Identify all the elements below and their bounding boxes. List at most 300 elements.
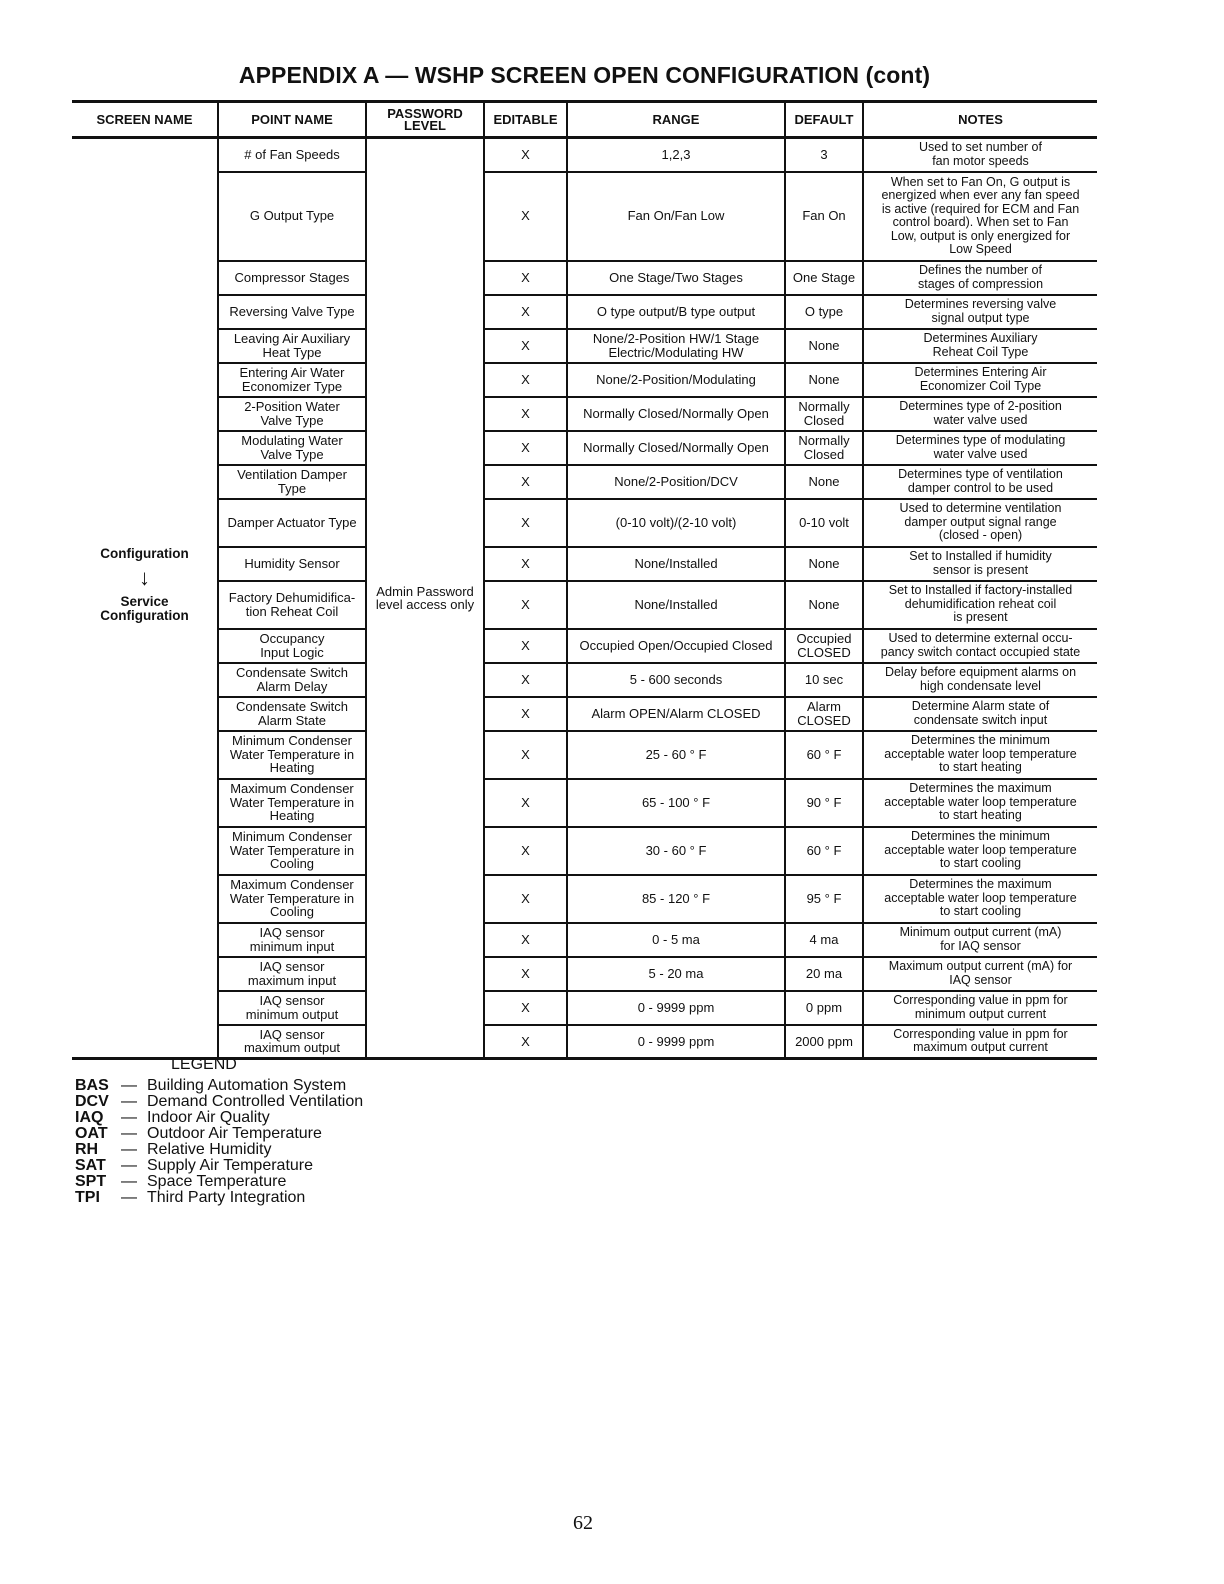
point-name-cell (218, 329, 366, 363)
legend-item (75, 1078, 363, 1094)
notes-cell (863, 957, 1097, 991)
default-cell-line: 0 ppm (805, 999, 843, 1015)
notes-cell (863, 431, 1097, 465)
default-cell (785, 697, 863, 731)
range-cell-line: 5 - 600 seconds (629, 671, 723, 687)
default-cell-line: CLOSED (797, 644, 851, 660)
point-name-cell-line: Reversing Valve Type (229, 303, 355, 319)
default-cell-line: 10 sec (804, 671, 844, 687)
notes-cell-line: Defines the number of (919, 263, 1042, 277)
notes-cell-line: for IAQ sensor (940, 938, 1021, 953)
screen-name-service: Service (120, 594, 169, 609)
table-row (72, 295, 1097, 329)
notes-cell-line: to start heating (939, 760, 1022, 775)
range-cell-line: None/2-Position/Modulating (596, 371, 756, 387)
table-row (72, 363, 1097, 397)
notes-cell-line: damper control to be used (907, 480, 1054, 495)
point-name-cell-line: Alarm Delay (256, 678, 328, 694)
notes-cell-line: Determines type of ventilation (898, 467, 1063, 481)
notes-cell-line: Set to Installed if factory-installed (888, 583, 1073, 598)
default-cell-line: Occupied (796, 631, 852, 646)
table-row (72, 923, 1097, 957)
default-cell-line: None (808, 473, 840, 489)
range-cell (567, 295, 785, 329)
point-name-cell-line: Compressor Stages (234, 269, 350, 285)
editable-cell: X (484, 261, 567, 295)
range-cell (567, 363, 785, 397)
table-row (72, 779, 1097, 827)
point-name-cell (218, 827, 366, 875)
table-row (72, 991, 1097, 1025)
legend-item (75, 1110, 363, 1126)
point-name-cell (218, 581, 366, 629)
range-cell (567, 991, 785, 1025)
header-range: RANGE (567, 102, 785, 138)
range-cell-line: 25 - 60 ° F (645, 746, 707, 762)
legend-meaning: Supply Air Temperature (147, 1157, 314, 1174)
notes-cell-line: Reheat Coil Type (932, 344, 1029, 359)
table-row (72, 431, 1097, 465)
notes-cell-line: maximum output current (913, 1040, 1048, 1055)
notes-cell (863, 697, 1097, 731)
default-cell-line: 2000 ppm (795, 1033, 853, 1049)
notes-cell-line: Determines type of modulating (895, 433, 1066, 447)
notes-cell (863, 1025, 1097, 1059)
notes-cell-line: Low Speed (949, 242, 1012, 256)
range-cell (567, 172, 785, 261)
range-cell (567, 957, 785, 991)
point-name-cell-line: IAQ sensor (259, 993, 325, 1008)
notes-cell (863, 827, 1097, 875)
notes-cell-line: Delay before equipment alarms on (884, 665, 1077, 679)
point-name-cell-line: 2-Position Water (244, 399, 340, 414)
range-cell-line: 0 - 9999 ppm (637, 999, 715, 1015)
notes-cell-line: Used to set number of (919, 140, 1042, 155)
point-name-cell-line: Entering Air Water (239, 365, 345, 380)
point-name-cell (218, 261, 366, 295)
header-level-line: LEVEL (404, 117, 446, 133)
point-name-cell-line: Occupancy (259, 631, 325, 646)
editable-cell: X (484, 991, 567, 1025)
point-name-cell (218, 499, 366, 547)
range-cell-line: Electric/Modulating HW (608, 344, 744, 360)
point-name-cell-line: Humidity Sensor (244, 555, 340, 571)
default-cell (785, 295, 863, 329)
notes-cell (863, 581, 1097, 629)
table-row (72, 957, 1097, 991)
point-name-cell-line: Condensate Switch (235, 699, 348, 714)
point-name-cell-line: tion Reheat Coil (245, 603, 339, 619)
notes-cell-line: Set to Installed if humidity (909, 549, 1052, 563)
range-cell-line: None/Installed (634, 555, 718, 571)
range-cell (567, 499, 785, 547)
legend-item (75, 1190, 363, 1206)
point-name-cell (218, 431, 366, 465)
point-name-cell-line: Input Logic (260, 644, 324, 660)
default-cell (785, 1025, 863, 1059)
screen-name-service-configuration: Configuration (100, 608, 189, 623)
page-number: 62 (573, 1512, 593, 1534)
notes-cell-line: high condensate level (920, 678, 1041, 693)
point-name-cell-line: Minimum Condenser (232, 829, 352, 845)
default-cell-line: Normally (798, 433, 850, 448)
default-cell-line: None (808, 596, 840, 612)
point-name-cell-line: # of Fan Speeds (244, 147, 340, 162)
point-name-cell-line: Ventilation Damper (237, 467, 347, 482)
table-row (72, 1025, 1097, 1059)
default-cell (785, 663, 863, 697)
notes-cell-line: Corresponding value in ppm for (893, 993, 1068, 1007)
default-cell-line: None (808, 371, 840, 387)
point-name-cell-line: G Output Type (249, 208, 335, 224)
password-level-line: level access only (375, 597, 475, 612)
notes-cell-line: Used to determine external occu- (888, 631, 1073, 645)
notes-cell-line: to start cooling (939, 856, 1022, 871)
default-cell (785, 731, 863, 779)
header-editable: EDITABLE (484, 102, 567, 138)
range-cell (567, 329, 785, 363)
screen-name-configuration: Configuration (100, 546, 189, 561)
notes-cell-line: Determine Alarm state of (911, 699, 1050, 713)
default-cell-line: 0-10 volt (799, 514, 849, 530)
notes-cell-line: Corresponding value in ppm for (893, 1026, 1068, 1041)
notes-cell-line: Low, output is only energized for (890, 228, 1071, 243)
legend-dash: — (121, 1109, 137, 1126)
default-cell (785, 329, 863, 363)
table-row (72, 465, 1097, 499)
notes-cell-line: damper output signal range (904, 514, 1057, 529)
editable-cell: X (484, 329, 567, 363)
notes-cell-line: IAQ sensor (949, 972, 1012, 987)
table-row (72, 875, 1097, 923)
range-cell-line: 5 - 20 ma (648, 965, 704, 981)
editable-cell: X (484, 581, 567, 629)
legend-abbreviation: SPT (75, 1173, 107, 1190)
editable-cell: X (484, 138, 567, 172)
range-cell-line: Normally Closed/Normally Open (583, 439, 769, 455)
editable-cell: X (484, 629, 567, 663)
notes-cell-line: Used to determine ventilation (899, 501, 1062, 516)
notes-cell (863, 779, 1097, 827)
header-row (72, 102, 1097, 138)
default-cell-line: 95 ° F (806, 890, 842, 906)
point-name-cell-line: Minimum Condenser (232, 733, 352, 749)
point-name-cell-line: Heating (269, 760, 315, 776)
default-cell-line: None (808, 337, 840, 353)
range-cell-line: Fan On/Fan Low (627, 208, 725, 224)
default-cell (785, 138, 863, 172)
notes-cell-line: is active (required for ECM and Fan (881, 201, 1080, 216)
legend (75, 1056, 363, 1206)
notes-cell (863, 465, 1097, 499)
default-cell-line: Closed (803, 412, 845, 428)
notes-cell-line: to start heating (939, 808, 1022, 823)
notes-cell-line: signal output type (931, 310, 1030, 325)
legend-abbreviation: OAT (75, 1125, 108, 1142)
notes-cell (863, 329, 1097, 363)
editable-cell: X (484, 827, 567, 875)
editable-cell: X (484, 431, 567, 465)
default-cell-line: 60 ° F (806, 746, 842, 762)
legend-dash: — (121, 1173, 137, 1190)
default-cell (785, 827, 863, 875)
legend-abbreviation: SAT (75, 1157, 106, 1174)
default-cell-line: Closed (803, 446, 845, 462)
point-name-cell-line: Condensate Switch (235, 665, 348, 680)
notes-cell-line: condensate switch input (913, 712, 1048, 727)
legend-item (75, 1158, 363, 1174)
notes-cell (863, 295, 1097, 329)
legend-abbreviation: TPI (75, 1189, 100, 1206)
notes-cell-line: When set to Fan On, G output is (890, 174, 1071, 189)
default-cell-line: CLOSED (797, 712, 851, 728)
default-cell (785, 923, 863, 957)
legend-dash: — (121, 1125, 137, 1142)
default-cell (785, 581, 863, 629)
editable-cell: X (484, 363, 567, 397)
range-cell (567, 465, 785, 499)
range-cell (567, 431, 785, 465)
range-cell (567, 397, 785, 431)
default-cell (785, 957, 863, 991)
legend-title: LEGEND (171, 1056, 237, 1073)
table-row (72, 581, 1097, 629)
header-password-line: PASSWORD (387, 105, 463, 121)
range-cell-line: 0 - 5 ma (652, 931, 700, 947)
point-name-cell-line: IAQ sensor (259, 959, 325, 974)
point-name-cell (218, 731, 366, 779)
legend-meaning: Relative Humidity (147, 1141, 272, 1158)
default-cell (785, 991, 863, 1025)
default-cell (785, 875, 863, 923)
default-cell-line: 90 ° F (806, 794, 842, 810)
notes-cell-line: (closed - open) (938, 528, 1023, 543)
default-cell-line: Alarm (807, 699, 841, 714)
default-cell (785, 172, 863, 261)
table-row (72, 261, 1097, 295)
point-name-cell-line: Cooling (269, 904, 315, 920)
notes-cell-line: Determines the maximum (909, 781, 1052, 796)
range-cell-line: (0-10 volt)/(2-10 volt) (615, 514, 737, 530)
default-cell (785, 547, 863, 581)
notes-cell-line: acceptable water loop temperature (884, 746, 1077, 761)
legend-meaning: Space Temperature (147, 1173, 287, 1190)
notes-cell-line: acceptable water loop temperature (884, 890, 1077, 905)
range-cell (567, 697, 785, 731)
range-cell-line: Occupied Open/Occupied Closed (579, 637, 773, 653)
point-name-cell-line: Maximum Condenser (230, 877, 354, 893)
default-cell (785, 363, 863, 397)
point-name-cell (218, 363, 366, 397)
page-title: APPENDIX A — WSHP SCREEN OPEN CONFIGURATION (cont) (238, 62, 931, 88)
editable-cell: X (484, 1025, 567, 1059)
point-name-cell-line: Valve Type (260, 446, 324, 462)
point-name-cell (218, 138, 366, 172)
point-name-cell-line: minimum output (245, 1006, 339, 1022)
legend-item (75, 1094, 363, 1110)
notes-cell-line: Determines reversing valve (904, 297, 1057, 311)
legend-meaning: Outdoor Air Temperature (147, 1125, 322, 1142)
legend-meaning: Third Party Integration (147, 1189, 306, 1206)
default-cell-line: 20 ma (805, 965, 843, 981)
table-row (72, 731, 1097, 779)
range-cell (567, 875, 785, 923)
notes-cell-line: Determines Entering Air (914, 365, 1047, 379)
notes-cell-line: Determines the maximum (909, 877, 1052, 892)
table-body (72, 138, 1097, 1059)
point-name-cell (218, 875, 366, 923)
table-row (72, 397, 1097, 431)
notes-cell (863, 923, 1097, 957)
range-cell-line: Normally Closed/Normally Open (583, 405, 769, 421)
default-cell (785, 629, 863, 663)
editable-cell: X (484, 663, 567, 697)
notes-cell (863, 363, 1097, 397)
point-name-cell-line: Economizer Type (241, 378, 343, 394)
point-name-cell-line: Leaving Air Auxiliary (233, 331, 351, 346)
password-level-line: Admin Password (376, 583, 474, 599)
range-cell (567, 138, 785, 172)
point-name-cell (218, 295, 366, 329)
down-arrow-icon: ↓ (139, 565, 150, 590)
editable-cell: X (484, 547, 567, 581)
default-cell-line: Fan On (802, 208, 846, 224)
point-name-cell-line: Maximum Condenser (230, 781, 354, 797)
legend-meaning: Indoor Air Quality (147, 1109, 270, 1126)
point-name-cell-line: Type (277, 480, 307, 496)
legend-abbreviation: IAQ (75, 1109, 104, 1126)
legend-dash: — (121, 1077, 137, 1094)
editable-cell: X (484, 923, 567, 957)
range-cell-line: None/2-Position/DCV (614, 473, 738, 489)
table-row (72, 827, 1097, 875)
point-name-cell (218, 397, 366, 431)
default-cell-line: One Stage (792, 269, 856, 285)
editable-cell: X (484, 499, 567, 547)
point-name-cell-line: Heating (269, 808, 315, 824)
range-cell-line: 0 - 9999 ppm (637, 1033, 715, 1049)
configuration-table (72, 100, 1097, 1060)
notes-cell (863, 875, 1097, 923)
point-name-cell-line: maximum input (247, 972, 337, 988)
default-cell-line: None (808, 555, 840, 571)
notes-cell-line: acceptable water loop temperature (884, 794, 1077, 809)
notes-cell-line: Determines type of 2-position (899, 399, 1062, 413)
point-name-cell (218, 547, 366, 581)
notes-cell-line: is present (953, 610, 1008, 625)
point-name-cell-line: maximum output (243, 1040, 341, 1056)
screen-name-cell (72, 138, 218, 1059)
point-name-cell-line: Heat Type (262, 344, 322, 360)
table-row (72, 138, 1097, 172)
editable-cell: X (484, 172, 567, 261)
legend-item (75, 1174, 363, 1190)
notes-cell-line: fan motor speeds (932, 153, 1029, 168)
point-name-cell (218, 991, 366, 1025)
point-name-cell (218, 697, 366, 731)
range-cell-line: 85 - 120 ° F (641, 890, 711, 906)
point-name-cell-line: minimum input (249, 938, 335, 954)
legend-dash: — (121, 1141, 137, 1158)
default-cell (785, 261, 863, 295)
point-name-cell-line: Factory Dehumidifica- (228, 590, 356, 605)
notes-cell-line: energized when ever any fan speed (881, 188, 1080, 202)
range-cell (567, 731, 785, 779)
range-cell (567, 1025, 785, 1059)
point-name-cell-line: Alarm State (258, 712, 326, 728)
default-cell (785, 431, 863, 465)
notes-cell-line: minimum output current (914, 1006, 1047, 1021)
point-name-cell-line: Water Temperature in (229, 746, 355, 762)
password-level-cell (366, 138, 484, 1059)
header-screen-name: SCREEN NAME (72, 102, 218, 138)
notes-cell-line: water valve used (933, 412, 1028, 427)
legend-meaning: Building Automation System (147, 1077, 347, 1094)
range-cell-line: 65 - 100 ° F (641, 794, 711, 810)
legend-dash: — (121, 1093, 137, 1110)
table-row (72, 172, 1097, 261)
notes-cell-line: Economizer Coil Type (919, 378, 1042, 393)
editable-cell: X (484, 875, 567, 923)
default-cell-line: 60 ° F (806, 842, 842, 858)
notes-cell (863, 261, 1097, 295)
notes-cell-line: Determines the minimum (911, 733, 1050, 748)
default-cell-line: 3 (820, 147, 828, 162)
point-name-cell-line: Valve Type (260, 412, 324, 428)
notes-cell (863, 172, 1097, 261)
legend-abbreviation: BAS (75, 1077, 109, 1094)
range-cell-line: One Stage/Two Stages (609, 269, 743, 285)
table-row (72, 329, 1097, 363)
legend-meaning: Demand Controlled Ventilation (147, 1093, 364, 1110)
range-cell-line: Alarm OPEN/Alarm CLOSED (591, 705, 761, 721)
legend-dash: — (121, 1189, 137, 1206)
notes-cell (863, 731, 1097, 779)
notes-cell (863, 547, 1097, 581)
default-cell (785, 397, 863, 431)
point-name-cell-line: Water Temperature in (229, 890, 355, 906)
notes-cell-line: Determines the minimum (911, 829, 1050, 844)
notes-cell-line: Minimum output current (mA) (899, 925, 1062, 939)
default-cell-line: 4 ma (809, 931, 839, 947)
notes-cell-line: to start cooling (939, 904, 1022, 919)
legend-item (75, 1126, 363, 1142)
point-name-cell (218, 779, 366, 827)
legend-abbreviation: DCV (75, 1093, 109, 1110)
point-name-cell-line: IAQ sensor (259, 1026, 325, 1042)
default-cell (785, 779, 863, 827)
range-cell (567, 547, 785, 581)
notes-cell (863, 663, 1097, 697)
point-name-cell-line: Water Temperature in (229, 842, 355, 858)
editable-cell: X (484, 731, 567, 779)
default-cell-line: O type (804, 303, 844, 319)
range-cell (567, 629, 785, 663)
point-name-cell (218, 629, 366, 663)
legend-dash: — (121, 1157, 137, 1174)
point-name-cell (218, 172, 366, 261)
notes-cell-line: dehumidification reheat coil (904, 596, 1057, 611)
default-cell (785, 499, 863, 547)
notes-cell-line: Maximum output current (mA) for (888, 959, 1073, 973)
range-cell-line: 30 - 60 ° F (645, 842, 707, 858)
editable-cell: X (484, 779, 567, 827)
header-notes: NOTES (863, 102, 1097, 138)
range-cell-line: 1,2,3 (661, 147, 691, 162)
notes-cell (863, 499, 1097, 547)
editable-cell: X (484, 957, 567, 991)
table-row (72, 547, 1097, 581)
